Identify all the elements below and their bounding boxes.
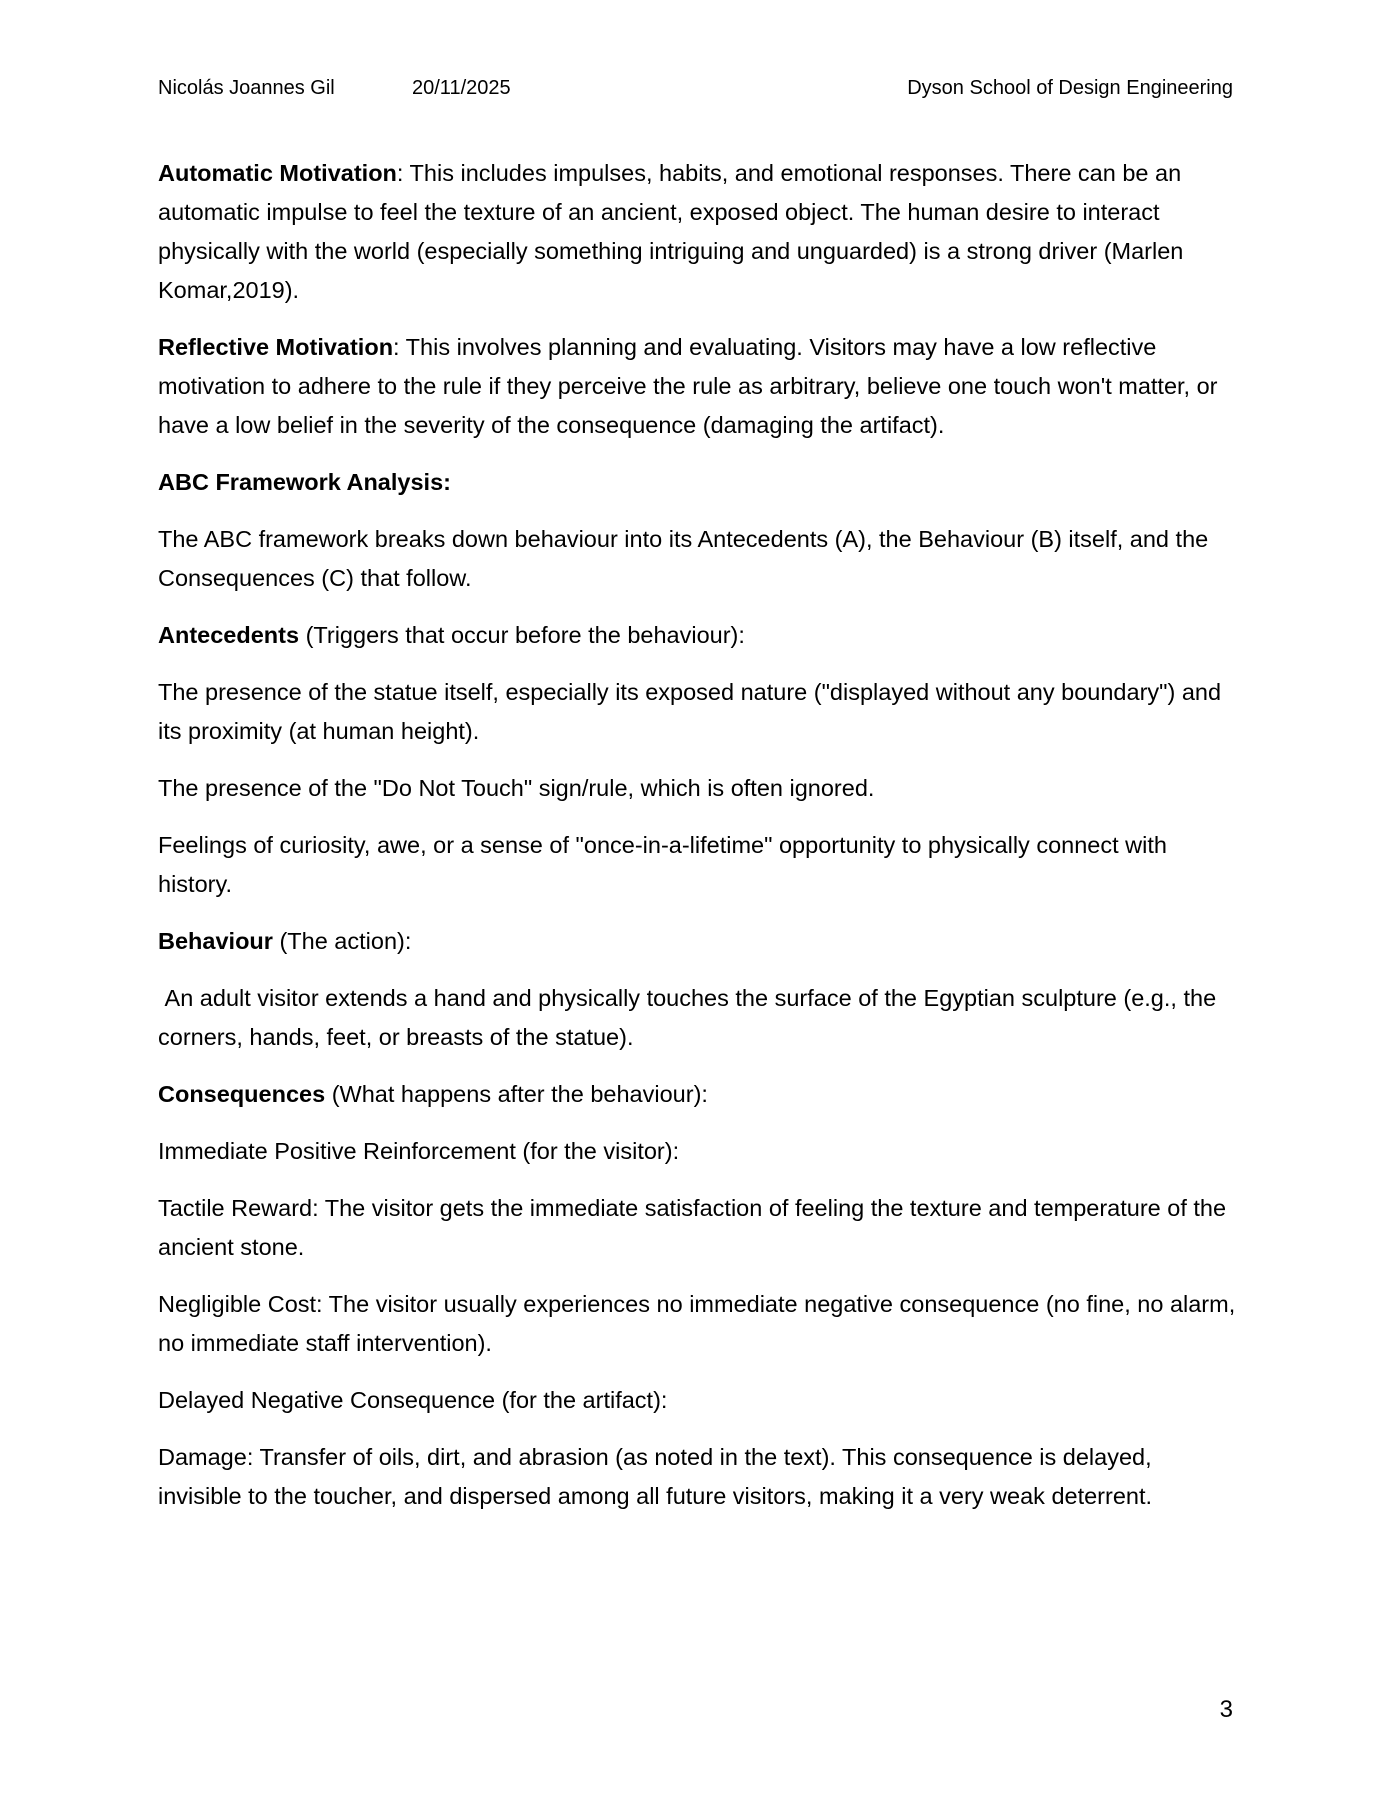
paragraph-abc-intro: The ABC framework breaks down behaviour into its Antecedents (A), the Behaviour (B) itself, and the Consequences (C) that follow. — [158, 526, 1209, 591]
heading-abc-framework — [158, 463, 1238, 502]
paragraph-consequence-4: Delayed Negative Consequence (for the artifact): — [158, 1387, 668, 1413]
behaviour-text: (The action): — [272, 928, 412, 954]
antecedents-text: (Triggers that occur before the behaviour): — [299, 622, 745, 648]
consequences-text: (What happens after the behaviour): — [325, 1081, 708, 1107]
paragraph-automatic-motivation — [158, 154, 1238, 310]
paragraph-behaviour — [158, 922, 1238, 961]
page-header — [158, 74, 1233, 104]
header-school: Dyson School of Design Engineering — [907, 77, 1233, 99]
paragraph-reflective-motivation — [158, 328, 1238, 445]
header-date: 20/11/2025 — [412, 77, 511, 99]
paragraph-antecedent-1: The presence of the statue itself, especially its exposed nature ("displayed without any boundary") and its proximity (at human height). — [158, 679, 1222, 744]
paragraph-consequence-3: Negligible Cost: The visitor usually experiences no immediate negative consequence (no fine, no alarm, no immediate staff intervention). — [158, 1291, 1236, 1356]
abc-heading-text: ABC Framework Analysis: — [158, 469, 451, 495]
header-author: Nicolás Joannes Gil — [158, 77, 335, 99]
paragraph-antecedent-2: The presence of the "Do Not Touch" sign/rule, which is often ignored. — [158, 775, 875, 801]
paragraph-consequence-2: Tactile Reward: The visitor gets the immediate satisfaction of feeling the texture and temperature of the ancient stone. — [158, 1195, 1227, 1260]
document-body — [158, 154, 1238, 1534]
paragraph-consequence-1: Immediate Positive Reinforcement (for the visitor): — [158, 1138, 680, 1164]
paragraph-behaviour-desc: An adult visitor extends a hand and physically touches the surface of the Egyptian sculpture (e.g., the corners, hands, feet, or breasts of the statue). — [158, 985, 1223, 1050]
term-consequences: Consequences — [158, 1081, 326, 1107]
paragraph-antecedents — [158, 616, 1238, 655]
paragraph-consequence-5: Damage: Transfer of oils, dirt, and abrasion (as noted in the text). This consequence is delayed, invisible to the toucher, and dispersed among all future visitors, making it a very weak deterrent. — [158, 1444, 1153, 1509]
paragraph-antecedent-3: Feelings of curiosity, awe, or a sense of "once-in-a-lifetime" opportunity to physically connect with history. — [158, 832, 1167, 897]
term-reflective-motivation: Reflective Motivation — [158, 334, 394, 360]
reflective-motivation-text: : This involves planning and evaluating. Visitors may have a low reflective motivation to adhere to the rule if they perceive the rule as arbitrary, believe one touch won't matter, or have a low belief in the severity of the consequence (damaging the artifact). — [158, 334, 1218, 438]
automatic-motivation-text: : This includes impulses, habits, and emotional responses. There can be an automatic impulse to feel the texture of an ancient, exposed object. The human desire to interact physically with the world (especially something intriguing and unguarded) is a strong driver (Marlen Komar,2019). — [158, 160, 1184, 303]
term-antecedents: Antecedents — [158, 622, 300, 648]
term-behaviour: Behaviour — [158, 928, 273, 954]
paragraph-consequences — [158, 1075, 1238, 1114]
page-number: 3 — [1219, 1696, 1233, 1723]
term-automatic-motivation: Automatic Motivation — [158, 160, 397, 186]
